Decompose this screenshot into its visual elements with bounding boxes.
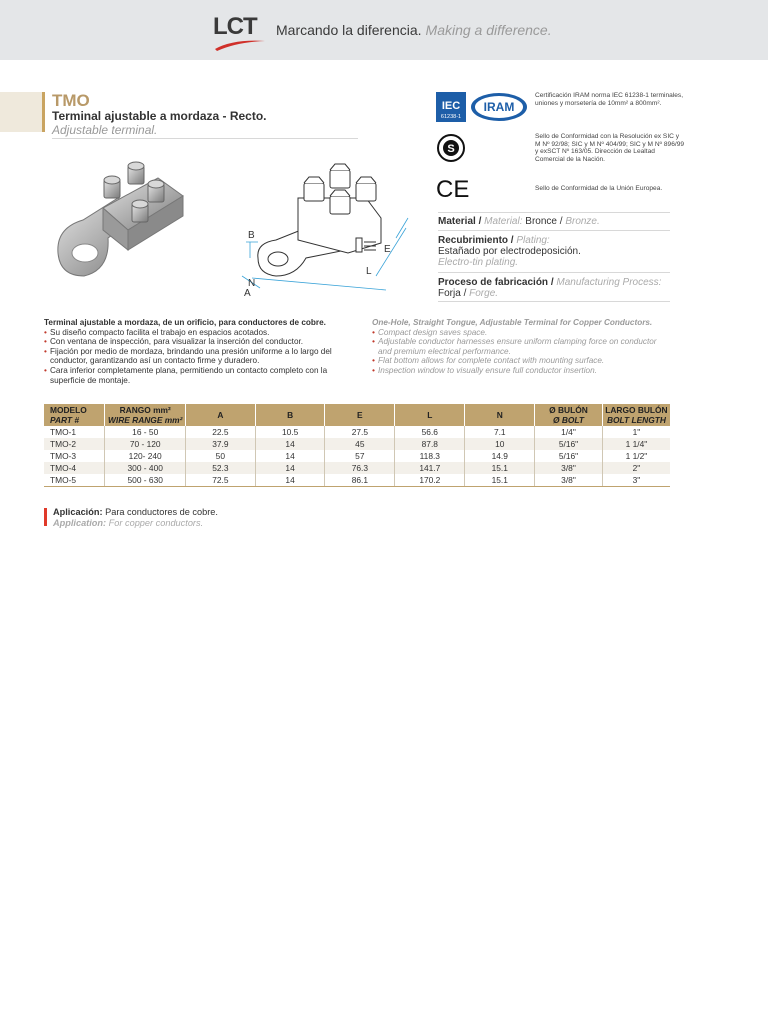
- description-en-bullet: • Adjustable conductor harnesses ensure uniform clamping force on conductor and premium electrical performance.: [372, 337, 672, 356]
- table-row: [44, 462, 670, 474]
- spec-material-label-en: Material:: [484, 216, 523, 227]
- spec-divider: [438, 230, 670, 231]
- title-divider: [52, 138, 358, 139]
- column-header-label: E: [357, 410, 363, 420]
- description-es-bullet: • Con ventana de inspección, para visualizar la inserción del conductor.: [44, 337, 344, 347]
- table-cell: 14.9: [465, 450, 535, 462]
- table-cell: 15.1: [465, 474, 535, 487]
- table-cell: 5/16": [535, 438, 603, 450]
- column-header-label: RANGO mm²: [119, 405, 171, 415]
- table-cell: 70 - 120: [105, 438, 186, 450]
- spec-plating-label-en: Plating:: [516, 235, 550, 246]
- spec-process-value-en: Forge.: [469, 288, 499, 299]
- column-header-label: MODELO: [50, 405, 87, 415]
- table-cell: 10.5: [255, 426, 325, 438]
- spec-divider: [438, 272, 670, 273]
- ce-cert-text: Sello de Conformidad de la Unión Europea.: [535, 185, 663, 192]
- table-cell: 16 - 50: [105, 426, 186, 438]
- column-header-label: PART #: [50, 415, 80, 425]
- iec-logo-sub: 61238-1: [440, 114, 462, 120]
- table-cell: 52.3: [185, 462, 255, 474]
- table-cell: 14: [255, 438, 325, 450]
- table-cell: 3/8": [535, 462, 603, 474]
- application-accent-bar: [44, 508, 47, 526]
- iram-logo-text: IRAM: [483, 100, 515, 114]
- application-en: [53, 518, 203, 528]
- table-cell: TMO-5: [44, 474, 105, 487]
- s-cert-text: Sello de Conformidad con la Resolución ex SIC y M Nº 92/98; SIC y M Nº 404/99; SIC y M Nº 896/99 y exSCT Nº 163/05. Dirección de Lealtad Comercial de la Nación.: [535, 133, 685, 163]
- page-header: [0, 0, 768, 60]
- product-photo-image: [48, 158, 188, 288]
- table-cell: 170.2: [395, 474, 465, 487]
- drawing-label-n: N: [248, 278, 256, 289]
- spec-plating-value: Estañado por electrodeposición.: [438, 246, 581, 257]
- table-cell: 37.9: [185, 438, 255, 450]
- column-header: [255, 404, 325, 426]
- table-cell: 57: [325, 450, 395, 462]
- ce-mark-text: CE: [436, 176, 470, 200]
- drawing-label-b: B: [248, 230, 255, 241]
- column-header-label: Ø BULÓN: [549, 405, 588, 415]
- table-cell: 1": [632, 427, 641, 437]
- table-cell: 10: [465, 438, 535, 450]
- title-accent-bar: [42, 92, 45, 132]
- table-cell: 1/4": [535, 426, 603, 438]
- column-header-label: BOLT LENGTH: [606, 415, 666, 425]
- column-header-label: L: [427, 410, 433, 420]
- tagline-es: Marcando la diferencia.: [276, 22, 422, 38]
- spec-material-label: Material: [438, 216, 476, 227]
- table-cell: 86.1: [325, 474, 395, 487]
- table-cell: 72.5: [185, 474, 255, 487]
- spec-material: Material / Material: Bronce / Bronze.: [438, 216, 600, 227]
- s-mark-text: S: [447, 143, 455, 155]
- lct-logo: [213, 13, 267, 51]
- description-es-heading: Terminal ajustable a mordaza, de un orificio, para conductores de cobre.: [44, 318, 326, 327]
- spec-material-value: Bronce: [525, 216, 557, 227]
- table-cell: 3": [602, 474, 670, 487]
- table-cell: 14: [255, 462, 325, 474]
- table-row: [44, 426, 670, 438]
- spec-divider: [438, 301, 670, 302]
- title-accent-band: [0, 92, 42, 132]
- table-cell: 118.3: [395, 450, 465, 462]
- table-cell: 50: [185, 450, 255, 462]
- tagline: [276, 22, 552, 38]
- drawing-label-l: L: [366, 266, 372, 277]
- iec-logo: [436, 92, 466, 125]
- table-cell: 15.1: [465, 462, 535, 474]
- application-label-en: Application:: [53, 518, 107, 528]
- spec-material-value-en: Bronze.: [565, 216, 600, 227]
- description-es-bullet: • Su diseño compacto facilita el trabajo en espacios acotados.: [44, 328, 344, 338]
- column-header: [465, 404, 535, 426]
- table-cell: 500 - 630: [105, 474, 186, 487]
- column-header-label: N: [496, 410, 503, 420]
- drawing-label-e: E: [384, 244, 391, 255]
- dimensions-table: [44, 404, 670, 487]
- column-header-label: A: [217, 410, 224, 420]
- table-cell: 141.7: [395, 462, 465, 474]
- application-text-es: Para conductores de cobre.: [105, 507, 218, 517]
- spec-process-label-en: Manufacturing Process:: [556, 277, 662, 288]
- description-en-bullet: • Compact design saves space.: [372, 328, 672, 338]
- column-header-label: Ø BOLT: [552, 415, 584, 425]
- spec-process-value: Forja: [438, 288, 461, 299]
- description-en: [372, 318, 672, 376]
- application-label-es: Aplicación:: [53, 507, 103, 517]
- column-header-label: B: [287, 410, 294, 420]
- dimension-drawing-image: [236, 158, 416, 298]
- table-row: [44, 450, 670, 462]
- logo-text: LCT: [213, 13, 257, 40]
- table-cell: 5/16": [535, 450, 603, 462]
- iram-logo: [470, 92, 528, 125]
- spec-divider: [438, 212, 670, 213]
- product-title-en: Adjustable terminal.: [52, 123, 158, 137]
- table-cell: TMO-1: [44, 426, 105, 438]
- description-en-bullet: • Inspection window to visually ensure full conductor insertion.: [372, 366, 672, 376]
- table-row: [44, 438, 670, 450]
- spec-process: Proceso de fabricación / Manufacturing Process: Forja / Forge.: [438, 277, 662, 299]
- product-title-es: Terminal ajustable a mordaza - Recto.: [52, 109, 267, 123]
- column-header: [185, 404, 255, 426]
- table-cell: 87.8: [395, 438, 465, 450]
- iram-cert-text: Certificación IRAM norma IEC 61238-1 terminales, uniones y morsetería de 10mm² a 800mm².: [535, 92, 684, 107]
- column-header: [325, 404, 395, 426]
- table-cell: 7.1: [465, 426, 535, 438]
- table-header-row: [44, 404, 670, 426]
- table-cell: TMO-3: [44, 450, 105, 462]
- column-header: [535, 404, 603, 426]
- description-es-bullet: • Cara inferior completamente plana, permitiendo un contacto completo con la superficie de montaje.: [44, 366, 344, 385]
- table-cell: 1 1/4": [602, 438, 670, 450]
- spec-plating-value-en: Electro-tin plating.: [438, 257, 519, 268]
- logo-swoosh-icon: [213, 39, 267, 51]
- s-mark-icon: [436, 133, 466, 166]
- spec-plating-label: Recubrimiento: [438, 235, 509, 246]
- column-header: [602, 404, 670, 426]
- table-cell: 300 - 400: [105, 462, 186, 474]
- table-cell: 14: [255, 450, 325, 462]
- iec-logo-text: IEC: [441, 100, 461, 112]
- column-header-label: LARGO BULÓN: [605, 405, 668, 415]
- column-header: [44, 404, 105, 426]
- table-row: [44, 474, 670, 487]
- spec-plating: Recubrimiento / Plating: Estañado por electrodeposición. Electro-tin plating.: [438, 235, 581, 268]
- column-header-label: WIRE RANGE mm²: [107, 415, 183, 425]
- table-cell: 14: [255, 474, 325, 487]
- column-header: [105, 404, 186, 426]
- spec-process-label: Proceso de fabricación: [438, 277, 549, 288]
- description-en-bullet: • Flat bottom allows for complete contact with mounting surface.: [372, 356, 672, 366]
- table-cell: 76.3: [325, 462, 395, 474]
- table-cell: TMO-4: [44, 462, 105, 474]
- description-en-heading: One-Hole, Straight Tongue, Adjustable Terminal for Copper Conductors.: [372, 318, 653, 327]
- table-cell: 56.6: [395, 426, 465, 438]
- table-cell: 1 1/2": [625, 451, 648, 461]
- table-cell: 3/8": [535, 474, 603, 487]
- tagline-en: Making a difference.: [425, 22, 552, 38]
- ce-mark-icon: [436, 176, 470, 203]
- table-cell: TMO-2: [44, 438, 105, 450]
- application-text-en: For copper conductors.: [108, 518, 204, 528]
- description-es-bullet: • Fijación por medio de mordaza, brindando una presión uniforme a lo largo del conductor, garantizando así un contacto firme y duradero.: [44, 347, 344, 366]
- table-cell: 2": [602, 462, 670, 474]
- application-es: [53, 507, 218, 517]
- drawing-label-a: A: [244, 288, 251, 298]
- table-cell: 120- 240: [105, 450, 186, 462]
- table-cell: 22.5: [185, 426, 255, 438]
- column-header: [395, 404, 465, 426]
- table-cell: 27.5: [325, 426, 395, 438]
- product-code: TMO: [52, 91, 90, 110]
- table-cell: 45: [325, 438, 395, 450]
- description-es: [44, 318, 344, 385]
